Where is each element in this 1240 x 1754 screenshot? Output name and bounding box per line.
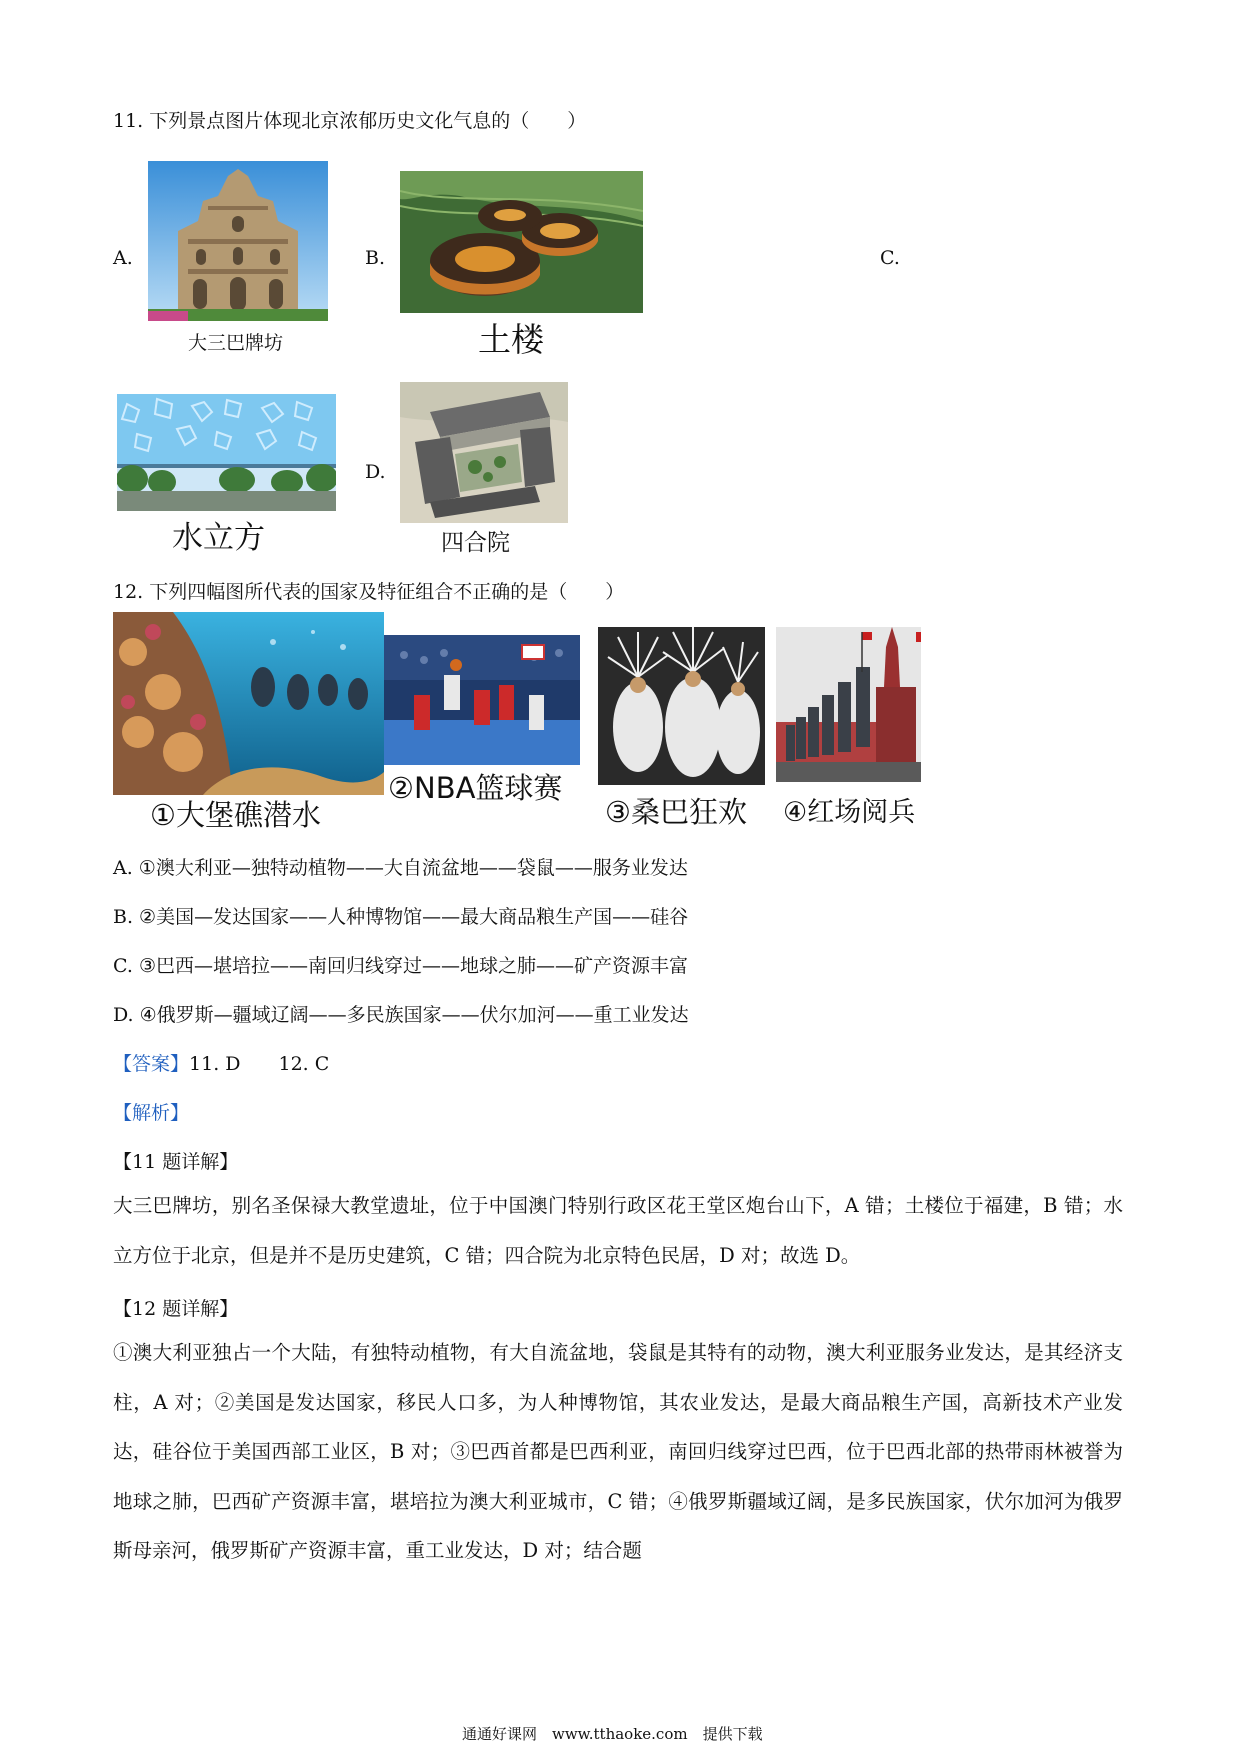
q11-option-c-caption: 水立方 bbox=[172, 520, 265, 556]
answer-text: 11. D 12. C bbox=[189, 1053, 330, 1075]
siheyuan-photo bbox=[400, 382, 568, 523]
q12-option-d: D. ④俄罗斯—疆域辽阔——多民族国家——伏尔加河——重工业发达 bbox=[113, 1004, 689, 1026]
answer-line bbox=[113, 1049, 329, 1076]
q11-option-a-caption: 大三巴牌坊 bbox=[188, 332, 284, 354]
q11-option-d-letter: D. bbox=[365, 461, 386, 483]
ruins-of-st-paul-photo bbox=[148, 161, 328, 321]
q12-option-b: B. ②美国—发达国家——人种博物馆——最大商品粮生产国——硅谷 bbox=[113, 906, 689, 928]
q12-stem: 12. 下列四幅图所代表的国家及特征组合不正确的是（ ） bbox=[113, 581, 625, 603]
q11-stem: 11. 下列景点图片体现北京浓郁历史文化气息的（ ） bbox=[113, 110, 587, 132]
detail-12-title: 【12 题详解】 bbox=[113, 1298, 239, 1320]
q11-option-b-caption: 土楼 bbox=[478, 320, 544, 359]
great-barrier-reef-photo bbox=[113, 612, 384, 795]
q11-option-a-letter: A. bbox=[113, 247, 133, 269]
water-cube-photo bbox=[117, 394, 336, 511]
samba-carnival-photo bbox=[598, 627, 765, 785]
q12-image-4-caption: ④红场阅兵 bbox=[783, 797, 916, 828]
red-square-parade-photo bbox=[776, 627, 921, 782]
detail-11-body: 大三巴牌坊，别名圣保禄大教堂遗址，位于中国澳门特别行政区花王堂区炮台山下，A 错；土楼位于福建，B 错；水立方位于北京，但是并不是历史建筑，C 错；四合院为北京特色民居，D 对；故选 D。 bbox=[113, 1194, 1123, 1267]
nba-game-photo bbox=[384, 635, 580, 765]
q12-option-c: C. ③巴西—堪培拉——南回归线穿过——地球之肺——矿产资源丰富 bbox=[113, 955, 688, 977]
tulou-photo bbox=[400, 171, 643, 313]
detail-12-body: ①澳大利亚独占一个大陆，有独特动植物，有大自流盆地，袋鼠是其特有的动物，澳大利亚服务业发达，是其经济支柱，A 对；②美国是发达国家，移民人口多，为人种博物馆，其农业发达，是最大商品粮生产国，高新技术产业发达，硅谷位于美国西部工业区，B 对；③巴西首都是巴西利亚，南回归线穿过巴西，位于巴西北部的热带雨林被誉为地球之肺，巴西矿产资源丰富，堪培拉为澳大利亚城市，C 错；④俄罗斯疆域辽阔，是多民族国家，伏尔加河为俄罗斯母亲河，俄罗斯矿产资源丰富，重工业发达，D 对；结合题 bbox=[113, 1341, 1123, 1562]
q11-option-b-letter: B. bbox=[365, 247, 386, 269]
q11-option-d-caption: 四合院 bbox=[441, 530, 510, 556]
q11-option-c-letter: C. bbox=[880, 247, 900, 269]
q12-image-1-caption: ①大堡礁潜水 bbox=[150, 798, 321, 832]
q12-image-2-caption: ②NBA篮球赛 bbox=[388, 771, 563, 805]
analysis-tag: 【解析】 bbox=[113, 1102, 190, 1124]
footer-text: 通通好课网 www.tthaoke.com 提供下载 bbox=[462, 1725, 763, 1743]
q12-image-3-caption: ③桑巴狂欢 bbox=[605, 795, 747, 829]
detail-11-title: 【11 题详解】 bbox=[113, 1151, 239, 1173]
answer-tag: 【答案】 bbox=[113, 1053, 190, 1075]
q12-option-a: A. ①澳大利亚—独特动植物——大自流盆地——袋鼠——服务业发达 bbox=[113, 857, 688, 879]
